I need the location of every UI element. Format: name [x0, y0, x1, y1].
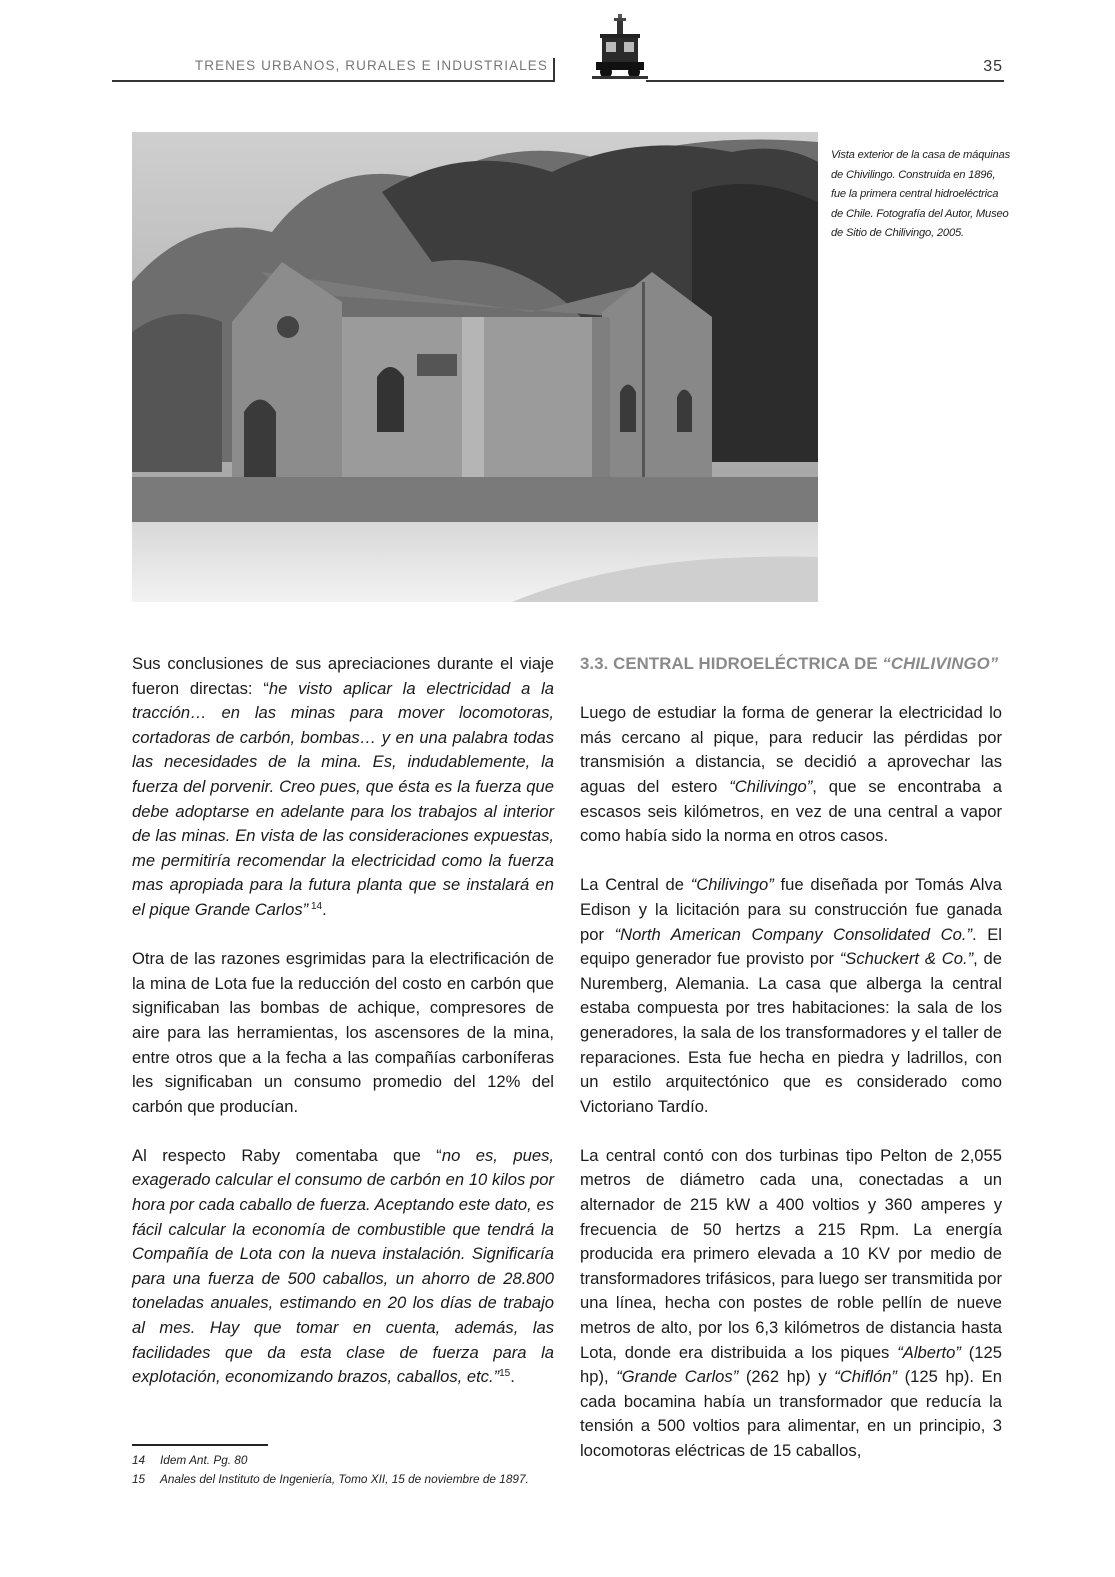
text-span: (125 hp). En cada bocamina había un transformador que reducía la tensión a 500 voltios para alimentar, en un principio, 3 locomotoras eléctricas de 15 caballos,	[580, 1367, 1002, 1460]
footnote-text: Anales del Instituto de Ingeniería, Tomo XII, 15 de noviembre de 1897.	[160, 1472, 529, 1486]
left-column	[132, 652, 554, 1414]
text-span: , de Nuremberg, Alemania. La casa que alberga la central estaba compuesta por tres habitaciones: la sala de los generadores, la sala de los transformadores y el taller de reparaciones. Esta fue hecha en piedra y ladrillos, con un estilo arquitectónico que es considerado como Victoriano Tardío.	[580, 949, 1002, 1116]
text-span: . El equipo generador fue provisto por	[580, 924, 1002, 969]
paragraph: Otra de las razones esgrimidas para la electrificación de la mina de Lota fue la reducción del costo en carbón que significaban las bombas de achique, compresores de aire para las herramientas, los ascensores de la mina, entre otros que a la fecha a las compañías carboníferas les significaban un consumo promedio del 12% del carbón que producían.	[132, 949, 554, 1116]
text-span: .	[322, 899, 327, 919]
italic-term: “Alberto”	[897, 1342, 961, 1362]
text-span: , que se encontraba a escasos seis kilómetros, en vez de una central a vapor como había sido la norma en otros casos.	[580, 776, 1002, 846]
text-span: Al respecto Raby comentaba que “	[132, 1145, 442, 1165]
italic-term: “Chiflón”	[834, 1367, 897, 1387]
photo-caption: Vista exterior de la casa de máquinas de Chivilingo. Construida en 1896, fue la primera central hidroeléctrica de Chile. Fotografía del Autor, Museo de Sitio de Chilivingo, 2005.	[831, 149, 1010, 239]
page-number: 35	[983, 58, 1003, 75]
footnotes	[132, 1451, 572, 1489]
paragraph	[132, 1144, 554, 1390]
italic-term: “Schuckert & Co.”	[839, 949, 974, 969]
paragraph	[580, 873, 1002, 1119]
text-span: Luego de estudiar la forma de generar la electricidad lo más cercano al pique, para reducir las pérdidas por transmisión a distancia, se decidió a aprovechar las aguas del estero	[580, 703, 1002, 796]
quotation: he visto aplicar la electricidad a la tracción… en las minas para mover locomotoras, cortadoras de carbón, bombas… y en una palabra todas las necesidades de la mina. Es, indudablemente, la fuerza del porvenir. Creo pues, que ésta es la fuerza que debe adoptarse en adelante para los trabajos al interior de las minas. En vista de las consideraciones expuestas, me permitiría recomendar la electricidad como la fuerza mas apropiada para la futura planta que se instalará en el pique Grande Carlos”	[132, 678, 554, 919]
text-span: .	[510, 1367, 515, 1387]
powerhouse-photo	[132, 132, 818, 602]
footnote	[132, 1470, 572, 1489]
footnote-number: 14	[132, 1453, 146, 1467]
paragraph	[132, 652, 554, 923]
footnote-ref: 15	[499, 1368, 511, 1380]
text-span: (125 hp),	[580, 1342, 1002, 1387]
footnote	[132, 1451, 572, 1470]
italic-term: “Chilivingo”	[729, 776, 813, 796]
quotation: no es, pues, exagerado calcular el consumo de carbón en 10 kilos por hora por cada caballo de fuerza. Aceptando este dato, es fácil calcular la economía de combustible que tendrá la Compañía de Lota con la nueva instalación. Significaría para una fuerza de 500 caballos, un ahorro de 28.800 toneladas anuales, estimando en 20 los días de trabajo al mes. Hay que tomar en cuenta, además, las facilidades que da esta clase de fuerza para la explotación, economizando brazos, caballos, etc.”	[132, 1145, 554, 1387]
footnote-rule	[132, 1444, 268, 1446]
footnote-ref: 14	[308, 900, 323, 912]
text-span: (262 hp) y	[738, 1367, 835, 1387]
header-rule	[112, 80, 554, 82]
section-heading	[580, 652, 1002, 677]
italic-term: “Grande Carlos”	[616, 1367, 739, 1387]
italic-term: “North American Company Consolidated Co.”	[614, 924, 972, 944]
paragraph	[580, 701, 1002, 849]
locomotive-icon	[590, 14, 650, 80]
footnote-text: Idem Ant. Pg. 80	[160, 1453, 248, 1467]
text-span: La central contó con dos turbinas tipo Pelton de 2,055 metros de diámetro cada una, conectadas a un alternador de 215 kW a 400 voltios y 360 amperes y frecuencia de 50 hertzs a 215 Rpm. La energía producida era primero elevada a 10 KV por medio de transformadores trifásicos, para luego ser transmitida por una línea, hecha con postes de roble pellín de nueve metros de alto, por los 6,3 kilómetros de distancia hasta Lota, donde era distribuida a los piques	[580, 1145, 1002, 1362]
header-rule-tick	[553, 58, 555, 82]
heading-text: 3.3. CENTRAL HIDROELÉCTRICA DE	[580, 654, 883, 673]
header-rule-right	[646, 80, 1004, 82]
text-span: La Central de	[580, 875, 691, 895]
running-header: TRENES URBANOS, RURALES E INDUSTRIALES	[194, 58, 548, 73]
paragraph	[580, 1144, 1002, 1464]
text-span: fue diseñada por Tomás Alva Edison y la licitación para su construcción fue ganada por	[580, 875, 1002, 944]
text-span: Sus conclusiones de sus apreciaciones durante el viaje fueron directas: “	[132, 654, 554, 698]
italic-term: “Chilivingo”	[690, 875, 774, 895]
footnote-number: 15	[132, 1472, 146, 1486]
heading-italic: “CHILIVINGO”	[882, 654, 999, 673]
right-column	[580, 652, 1002, 1488]
